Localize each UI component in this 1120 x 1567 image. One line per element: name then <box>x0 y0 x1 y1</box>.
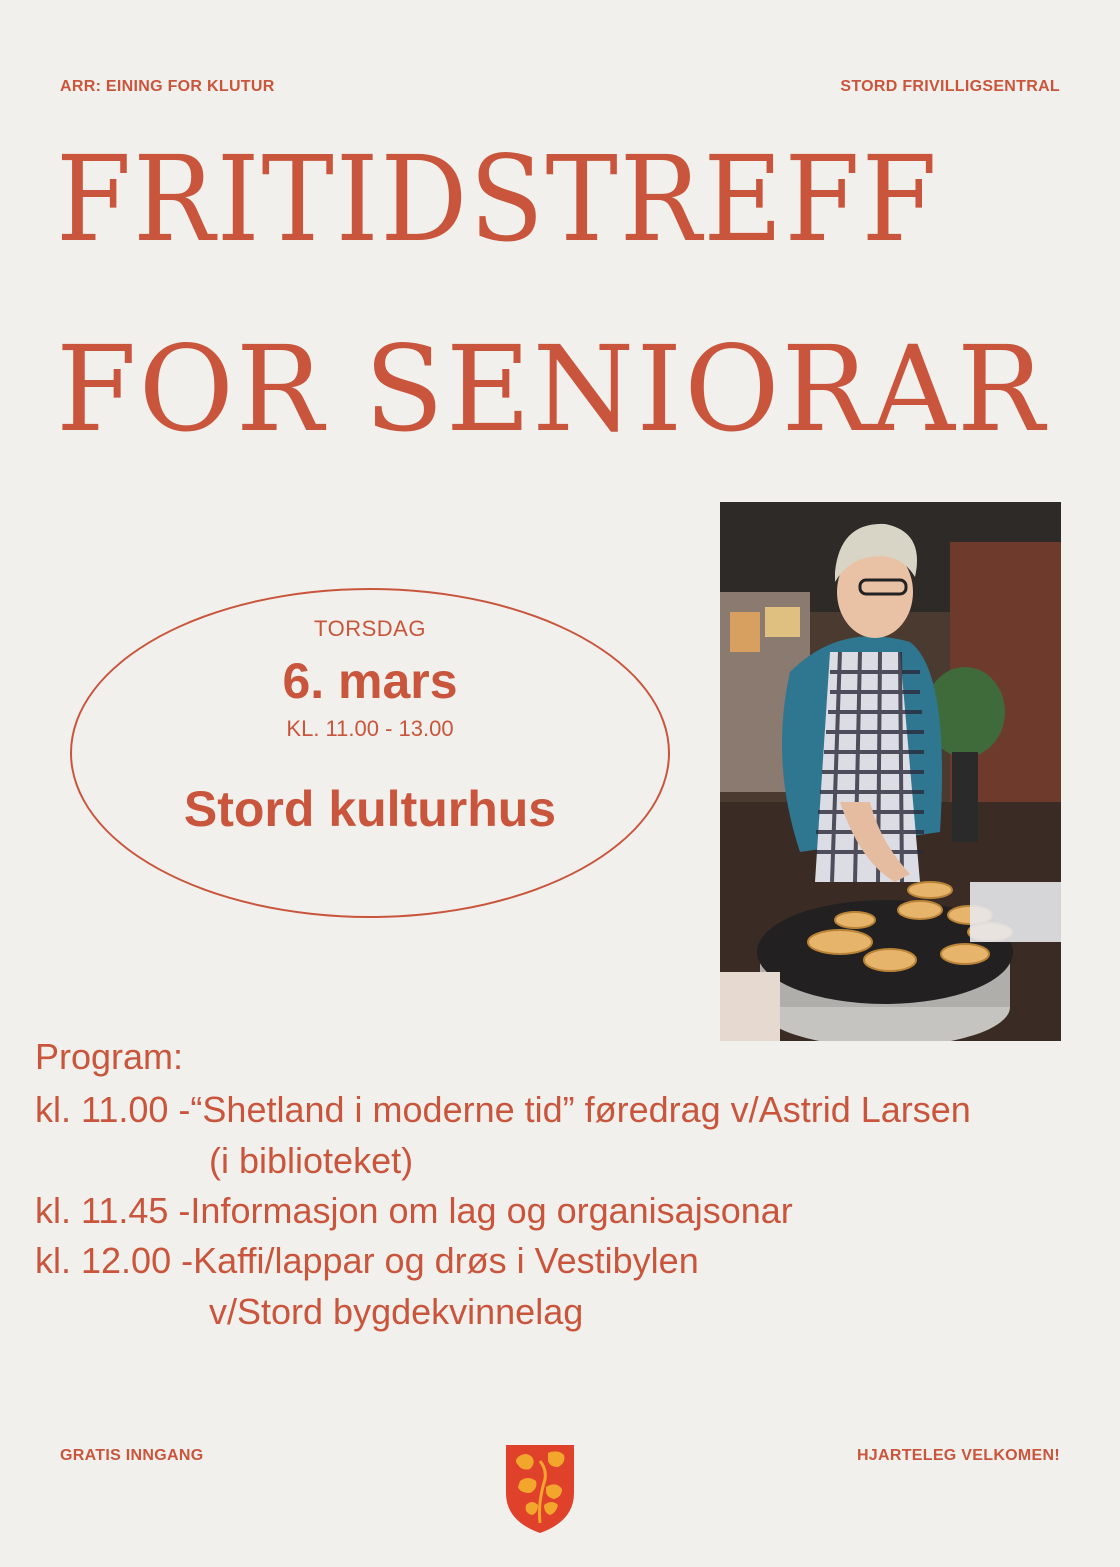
program-item <box>35 1089 971 1131</box>
welcome-label: HJARTELEG VELKOMEN! <box>856 1447 1060 1464</box>
program-item-time: kl. 11.45 - <box>35 1190 191 1231</box>
program-item-continuation: (i biblioteket) <box>209 1140 414 1181</box>
municipal-coat-of-arms-icon <box>504 1443 576 1535</box>
program-item-time: kl. 12.00 - <box>35 1240 194 1281</box>
program-item <box>35 1240 699 1282</box>
program-item-text: “Shetland i moderne tid” føredrag v/Astrid Larsen <box>190 1089 971 1130</box>
program-item-time: kl. 11.00 - <box>35 1089 191 1130</box>
pancake-photo <box>720 502 1061 1041</box>
event-time: KL. 11.00 - 13.00 <box>286 716 454 741</box>
program-item-continuation: v/Stord bygdekvinnelag <box>209 1291 584 1332</box>
event-venue: Stord kulturhus <box>183 781 557 837</box>
pancake-photo-illustration <box>720 502 1061 1041</box>
program-item-text: Kaffi/lappar og drøs i Vestibylen <box>193 1240 699 1281</box>
partner-label: STORD FRIVILLIGSENTRAL <box>840 78 1060 95</box>
free-entry-label: GRATIS INNGANG <box>60 1447 204 1464</box>
organizer-label: ARR: EINING FOR KLUTUR <box>60 78 275 95</box>
event-date: 6. mars <box>282 653 458 709</box>
program-item-text: Informasjon om lag og organisajsonar <box>190 1190 793 1231</box>
title-line-1: FRITIDSTREFF <box>56 130 939 268</box>
program-heading: Program: <box>35 1036 184 1077</box>
event-day: TORSDAG <box>314 616 426 641</box>
program-item <box>35 1190 793 1232</box>
title-line-2: FOR SENIORAR <box>56 320 1047 458</box>
